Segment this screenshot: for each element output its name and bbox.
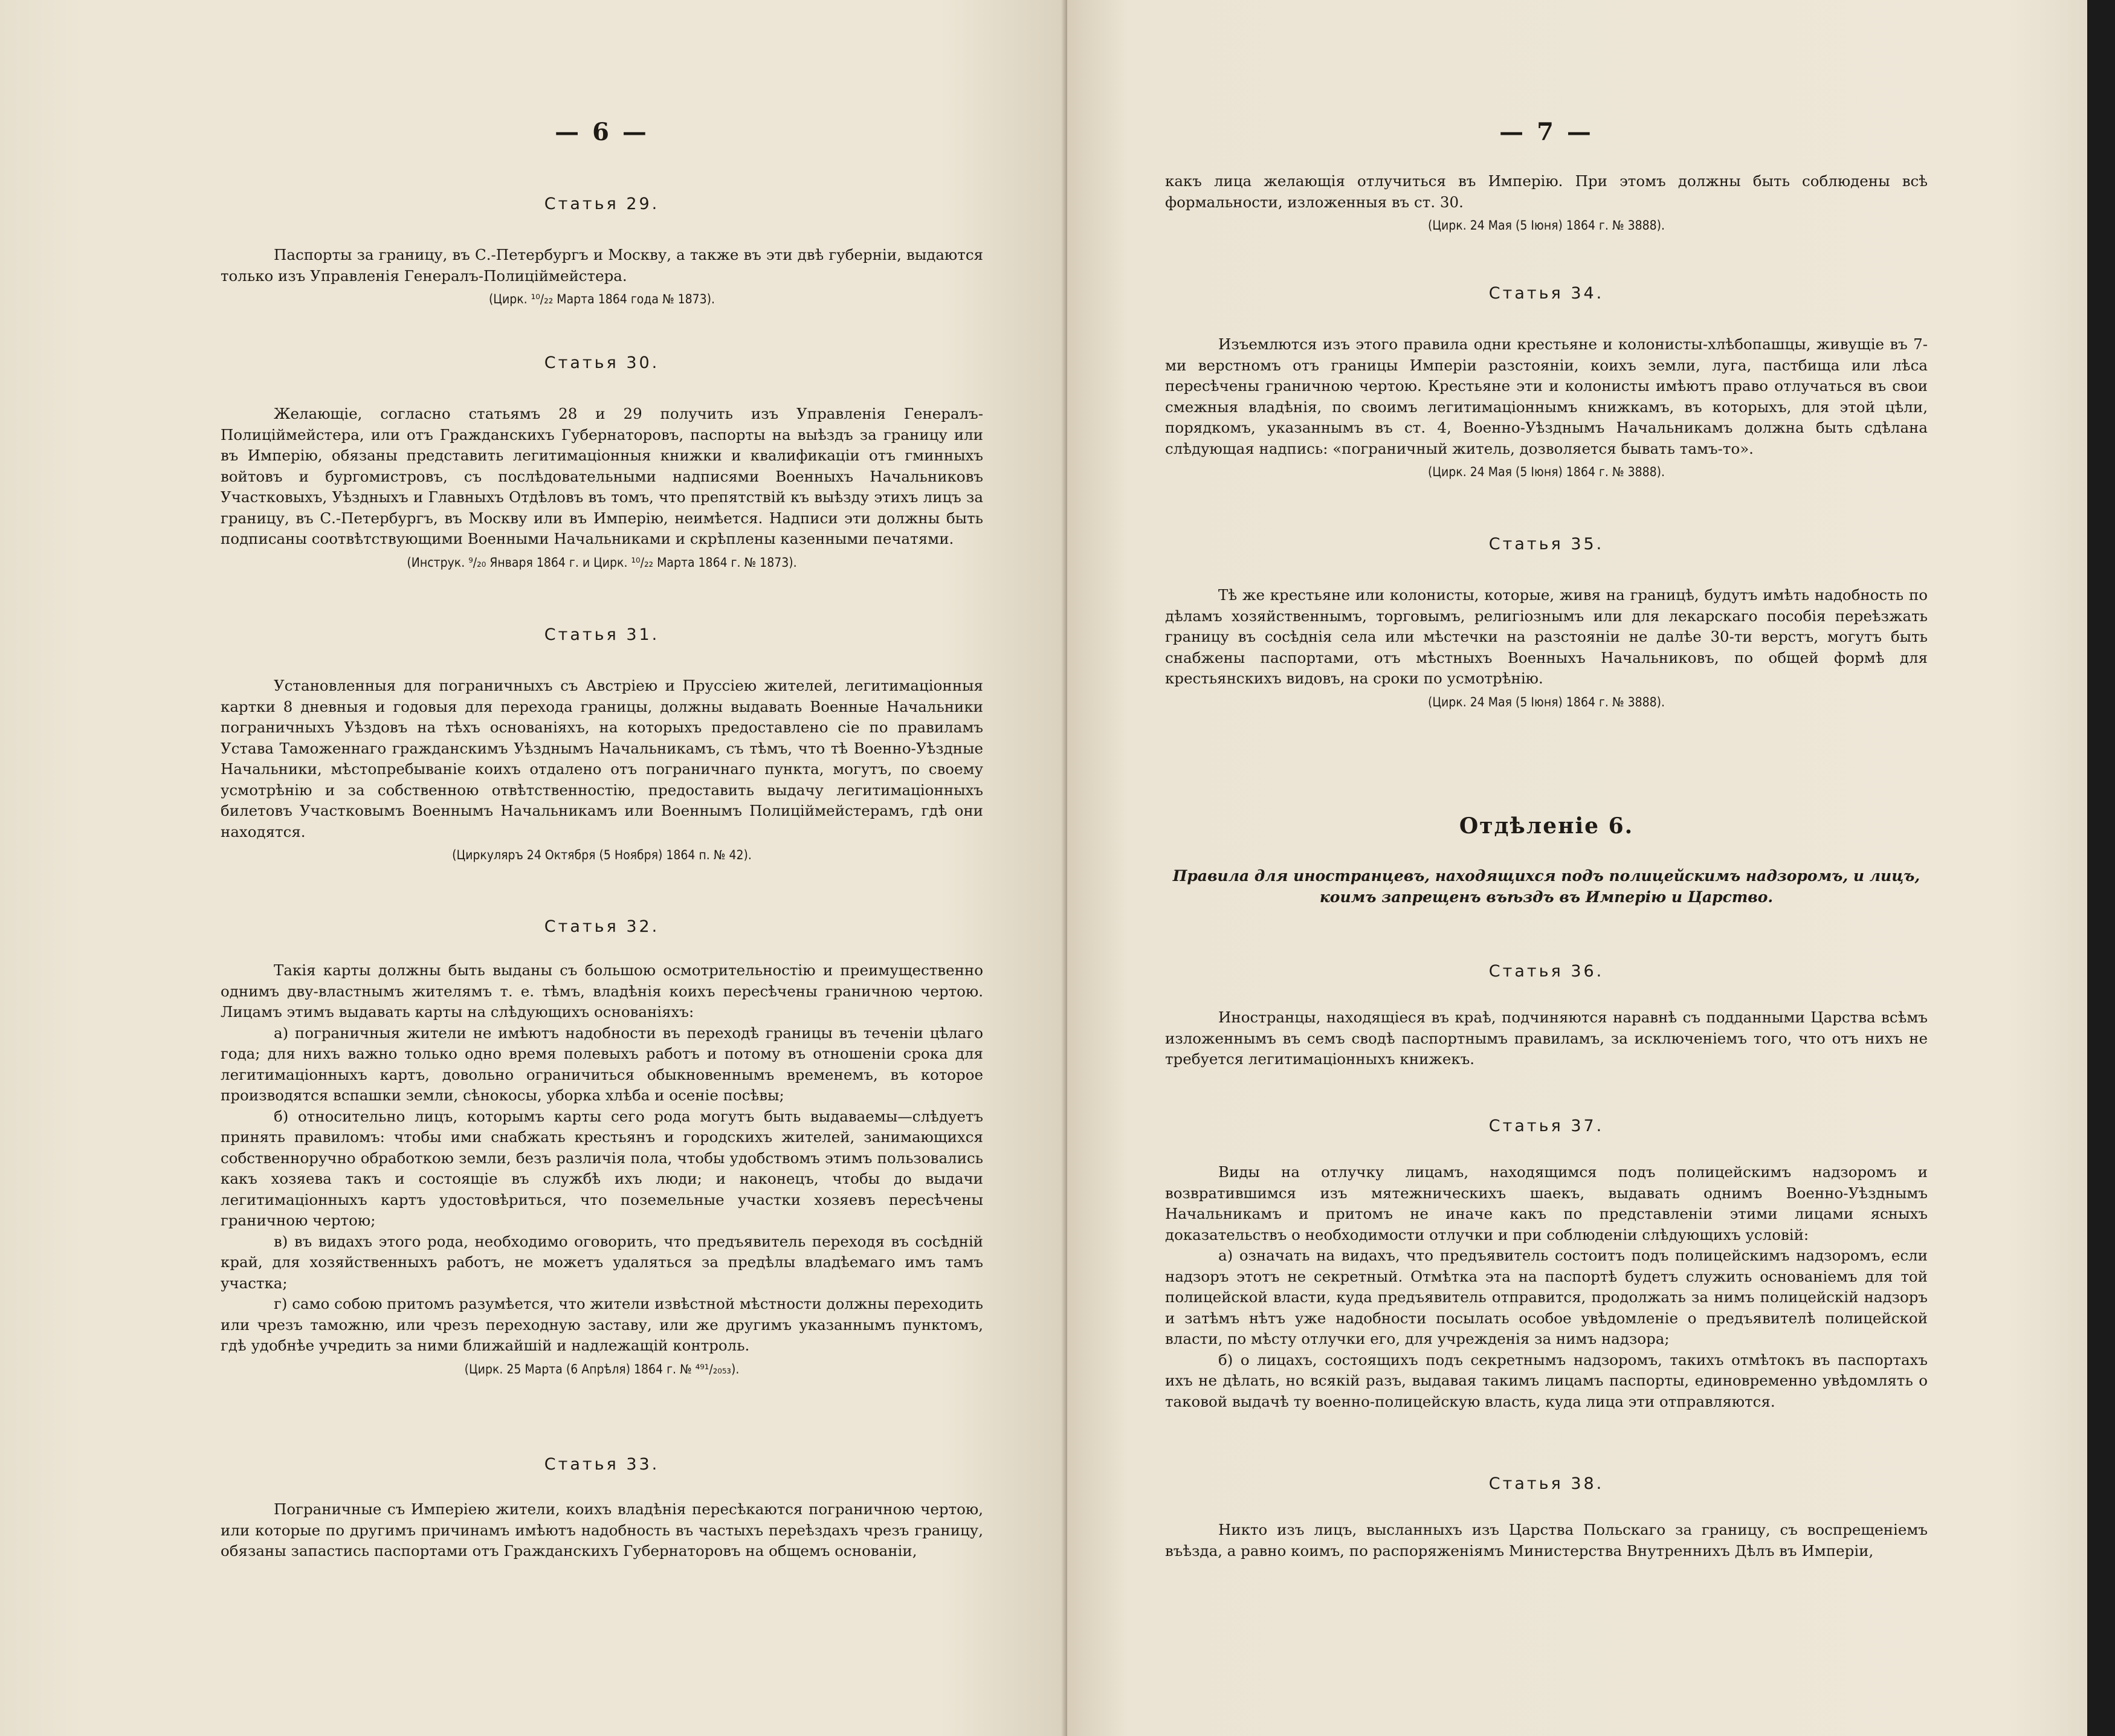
article-38-text: Никто изъ лицъ, высланныхъ изъ Царства Польскаго за границу, съ воспрещеніемъ въѣзда, а равно коимъ, по распоряженіямъ Министерства Внутреннихъ Дѣлъ въ Имперіи, <box>1165 1521 1928 1560</box>
continuation-33-text: какъ лица желающія отлучиться въ Имперію. При этомъ должны быть соблюдены всѣ формальности, изложенныя въ ст. 30. <box>1165 172 1928 211</box>
article-35 <box>1165 535 1928 711</box>
article-29-heading: Статья 29. <box>544 195 660 213</box>
article-34-citation: (Цирк. 24 Мая (5 Іюня) 1864 г. № 3888). <box>1427 465 1665 479</box>
page-number-right: — 7 — <box>1499 118 1594 146</box>
continuation-33 <box>1165 171 1928 234</box>
section-6-subtitle: Правила для иностранцевъ, находящихся подъ полицейскимъ надзоромъ, и лицъ, коимъ запрещенъ въѣздъ въ Имперію и Царство. <box>1172 867 1920 906</box>
article-32-intro: Такія карты должны быть выданы съ большою осмотрительностію и преимущественно однимъ дву-властнымъ жителямъ т. е. тѣмъ, владѣнія коихъ пересѣчены граничною чертою. Лицамъ этимъ выдавать карты на слѣдующихъ основаніяхъ: <box>221 961 983 1021</box>
article-31-text: Установленныя для пограничныхъ съ Австріею и Пруссіею жителей, легитимаціонныя картки 8 дневныя и годовыя для перехода границы, должны выдавать Военные Начальники пограничныхъ Уѣздовъ на тѣхъ основаніяхъ, на которыхъ предоставлено сіе по правиламъ Устава Таможеннаго гражданскимъ Уѣзднымъ Начальникамъ, съ тѣмъ, что тѣ Военно-Уѣздные Начальники, мѣстопребываніе коихъ отдалено отъ пограничнаго пункта, могутъ, по своему усмотрѣнію и за собственною отвѣтственностію, предоставить выдачу легитимаціонныхъ билетовъ Участковымъ Военнымъ Начальникамъ или Военнымъ Полицiймейстерамъ, гдѣ они находятся. <box>221 677 983 841</box>
article-37-item-a: а) означать на видахъ, что предъявитель состоитъ подъ полицейскимъ надзоромъ, если надзоръ этотъ не секретный. Отмѣтка эта на паспортѣ будетъ служить основаніемъ для той полицейской власти, куда предъявитель отправится, продолжать за нимъ полицейскій надзоръ и затѣмъ нѣтъ уже надобности посылать особое увѣдомленіе о предъявителѣ полицейской власти, по мѣсту отлучки его, для учрежденія за нимъ надзора; <box>1165 1247 1928 1347</box>
article-29 <box>221 195 983 308</box>
article-32-item-v: в) въ видахъ этого рода, необходимо оговорить, что предъявитель переходя въ сосѣдній край, для хозяйственныхъ работъ, не можетъ удаляться за предѣлы владѣемаго имъ тамъ участка; <box>221 1232 983 1292</box>
article-35-citation: (Цирк. 24 Мая (5 Іюня) 1864 г. № 3888). <box>1427 694 1665 709</box>
article-30-heading: Статья 30. <box>544 353 660 372</box>
article-32-item-g: г) само собою притомъ разумѣется, что жители извѣстной мѣстности должны переходить или чрезъ таможню, или чрезъ переходную заставу, или же другимъ указаннымъ пунктомъ, гдѣ удобнѣе учредить за ними ближайшій и надлежащій контроль. <box>221 1295 983 1354</box>
article-33-heading: Статья 33. <box>544 1455 660 1474</box>
article-37-item-b: б) о лицахъ, состоящихъ подъ секретнымъ надзоромъ, такихъ отмѣтокъ въ паспортахъ ихъ не дѣлать, но всякій разъ, выдавая такимъ лицамъ паспорты, единовременно увѣдомлять о таковой выдачѣ ту военно-полицейскую власть, куда лица эти отправляются. <box>1165 1350 1928 1410</box>
article-37-intro: Виды на отлучку лицамъ, находящимся подъ полицейскимъ надзоромъ и возвратившимся изъ мятежническихъ шаекъ, выдавать однимъ Военно-Уѣзднымъ Начальникамъ и притомъ не иначе какъ по представленіи этими лицами ясныхъ доказательствъ о необходимости отлучки и при соблюденіи слѣдующихъ условій: <box>1165 1163 1928 1244</box>
section-6 <box>1165 813 1928 908</box>
article-32-citation: (Цирк. 25 Марта (6 Апрѣля) 1864 г. № ⁴⁹¹/₂₀₅₃). <box>464 1361 740 1376</box>
article-33 <box>221 1455 983 1562</box>
article-29-citation: (Цирк. ¹⁰/₂₂ Марта 1864 года № 1873). <box>488 292 715 306</box>
article-37-heading: Статья 37. <box>1488 1117 1604 1135</box>
right-page <box>1067 0 2087 1736</box>
article-35-text: Тѣ же крестьяне или колонисты, которые, живя на границѣ, будутъ имѣть надобность по дѣламъ хозяйственнымъ, торговымъ, религіознымъ или для лекарскаго пособія переѣзжать границу въ сосѣднія села или мѣстечки на разстояніи не далѣе 30-ти верстъ, могутъ быть снабжены паспортами, отъ мѣстныхъ Военныхъ Начальниковъ, по общей формѣ для крестьянскихъ видовъ, на сроки по усмотрѣнію. <box>1165 586 1928 687</box>
article-33-text: Пограничные съ Имперіею жители, коихъ владѣнія пересѣкаются пограничною чертою, или которые по другимъ причинамъ имѣютъ надобность въ частыхъ переѣздахъ чрезъ границу, обязаны запастись паспортами отъ Гражданскихъ Губернаторовъ на общемъ основаніи, <box>221 1500 983 1560</box>
article-38-heading: Статья 38. <box>1488 1474 1604 1493</box>
article-34-heading: Статья 34. <box>1488 284 1604 303</box>
article-34 <box>1165 284 1928 481</box>
article-32-item-b: б) относительно лицъ, которымъ карты сего рода могутъ быть выдаваемы—слѣдуетъ принять правиломъ: чтобы ими снабжать крестьянъ и городскихъ жителей, занимающихся собственноручно обработкою земли, безъ различія пола, чтобы удобствомъ этимъ пользовались какъ хозяева такъ и состоящіе въ службѣ ихъ люди; и наконецъ, чтобы до выдачи легитимаціонныхъ картъ удостовѣриться, что поземельные участки хозяевъ пересѣчены граничною чертою; <box>221 1107 983 1229</box>
article-32-item-a: а) пограничныя жители не имѣютъ надобности въ переходѣ границы въ теченіи цѣлаго года; для нихъ важно только одно время полевыхъ работъ и потому въ отношеніи срока для легитимаціонныхъ картъ, довольно ограничиться обыкновеннымъ временемъ, въ которое производятся вспашки земли, сѣнокосы, уборка хлѣба и осеніе посѣвы; <box>221 1024 983 1104</box>
article-31-heading: Статья 31. <box>544 625 660 644</box>
article-30-citation: (Инструк. ⁹/₂₀ Января 1864 г. и Цирк. ¹⁰/₂₂ Марта 1864 г. № 1873). <box>407 555 797 570</box>
article-38 <box>1165 1474 1928 1561</box>
article-31-citation: (Циркуляръ 24 Октября (5 Ноября) 1864 п. № 42). <box>452 848 752 862</box>
article-32-heading: Статья 32. <box>544 917 660 936</box>
article-32 <box>221 917 983 1378</box>
article-30-text: Желающіе, согласно статьямъ 28 и 29 получить изъ Управленія Генералъ-Полицiймейстера, или отъ Гражданскихъ Губернаторовъ, паспорты на выѣздъ за границу или въ Имперію, обязаны представить легитимаціонныя книжки и квалификаціи отъ гминныхъ войтовъ и бургомистровъ, съ послѣдовательными надписями Военныхъ Начальниковъ Участковыхъ, Уѣздныхъ и Главныхъ Отдѣловъ въ томъ, что препятствій къ выѣзду этихъ лицъ за границу, въ С.-Петербургъ, въ Москву или въ Имперію, неимѣется. Надписи эти должны быть подписаны соотвѣтствующими Военными Начальниками и скрѣплены казенными печатями. <box>221 405 983 547</box>
article-29-text: Паспорты за границу, въ С.-Петербургъ и Москву, а также въ эти двѣ губерніи, выдаются только изъ Управленія Генералъ-Полицiймейстера. <box>221 246 983 285</box>
article-30 <box>221 353 983 572</box>
continuation-33-citation: (Цирк. 24 Мая (5 Іюня) 1864 г. № 3888). <box>1427 218 1665 233</box>
article-31 <box>221 625 983 864</box>
page-number-left: — 6 — <box>555 118 649 146</box>
article-36-heading: Статья 36. <box>1488 962 1604 981</box>
article-36 <box>1165 962 1928 1070</box>
article-34-text: Изъемлются изъ этого правила одни крестьяне и колонисты-хлѣбопашцы, живущіе въ 7-ми верстномъ отъ границы Имперіи разстояніи, коихъ земли, луга, пастбища или лѣса пересѣчены граничною чертою. Крестьяне эти и колонисты имѣютъ право отлучаться въ свои смежныя владѣнія, по своимъ легитимаціоннымъ книжкамъ, въ которыхъ, для этой цѣли, порядкомъ, указаннымъ въ ст. 4, Военно-Уѣзднымъ Начальникамъ должна быть сдѣлана слѣдующая надпись: «пограничный житель, дозволяется бывать тамъ-то». <box>1165 335 1928 457</box>
article-36-text: Иностранцы, находящіеся въ краѣ, подчиняются наравнѣ съ подданными Царства всѣмъ изложеннымъ въ семъ сводѣ паспортнымъ правиламъ, за исключеніемъ того, что отъ нихъ не требуется легитимаціонныхъ книжекъ. <box>1165 1008 1928 1068</box>
article-37 <box>1165 1117 1928 1412</box>
article-35-heading: Статья 35. <box>1488 535 1604 553</box>
section-6-title: Отдѣленіе 6. <box>1459 813 1634 839</box>
